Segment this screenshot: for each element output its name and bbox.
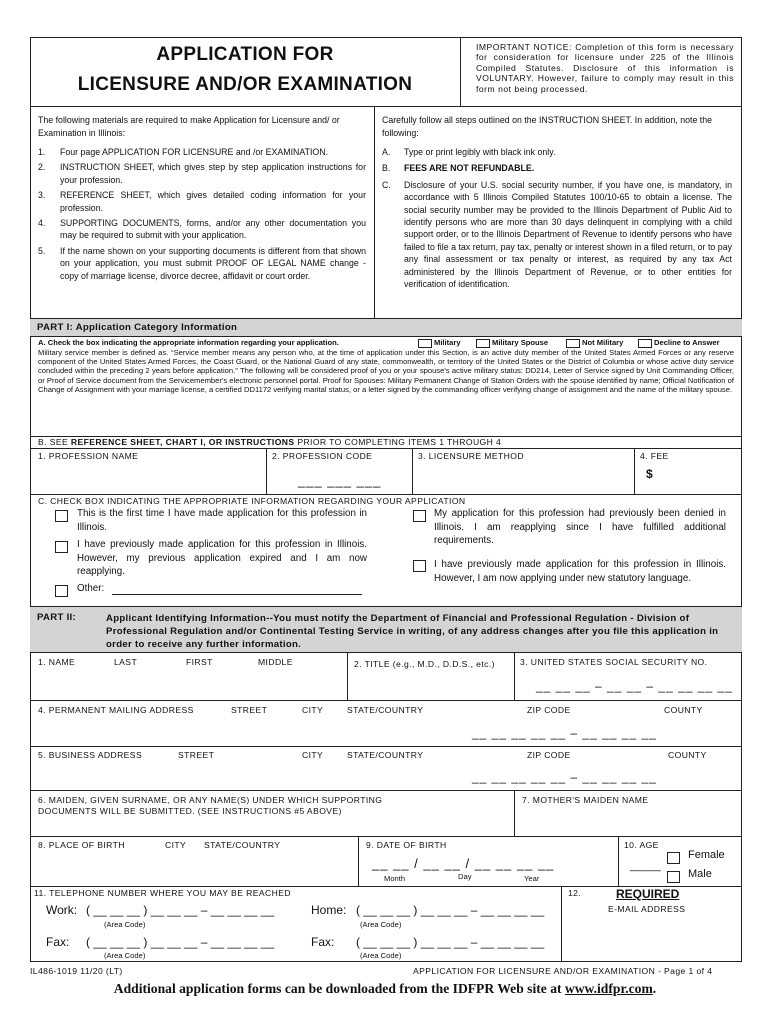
first-time-checkbox[interactable] xyxy=(55,510,68,522)
profession-code-label: 2. PROFESSION CODE xyxy=(272,451,373,461)
dob-blanks[interactable]: __ __ / __ __ / __ __ __ __ xyxy=(372,856,555,871)
year-label: Year xyxy=(524,874,540,883)
email-number: 12. xyxy=(568,888,582,898)
denied-option: My application for this profession had previously been denied in Illinois. I am reapplying since I have fulfilled additional requirements. xyxy=(434,508,726,547)
part2-label: PART II: xyxy=(37,612,76,623)
not-military-label: Not Military xyxy=(582,338,624,347)
state-label: STATE/COUNTRY xyxy=(347,705,424,715)
website-link[interactable]: www.idfpr.com xyxy=(564,981,653,996)
required-label: REQUIRED xyxy=(616,887,680,901)
email-label: E-MAIL ADDRESS xyxy=(608,904,686,914)
business-address-label: 5. BUSINESS ADDRESS xyxy=(38,750,143,760)
download-notice: Additional application forms can be downloaded from the IDFPR Web site at www.idfpr.com. xyxy=(113,981,657,996)
not-military-checkbox[interactable] xyxy=(566,339,580,348)
fax2-phone-blanks[interactable]: ( __ __ __ ) __ __ __ – __ __ __ __ xyxy=(356,935,545,949)
military-label: Military xyxy=(434,338,461,347)
mothers-maiden-label: 7. MOTHER'S MAIDEN NAME xyxy=(522,795,649,805)
fax-phone-blanks[interactable]: ( __ __ __ ) __ __ __ – __ __ __ __ xyxy=(86,935,275,949)
home-phone-blanks[interactable]: ( __ __ __ ) __ __ __ – __ __ __ __ xyxy=(356,903,545,917)
fee-symbol: $ xyxy=(646,467,653,481)
decline-checkbox[interactable] xyxy=(638,339,652,348)
decline-label: Decline to Answer xyxy=(654,338,720,347)
street-label: STREET xyxy=(231,705,268,715)
form-id: IL486-1019 11/20 (LT) xyxy=(30,966,123,976)
first-time-option: This is the first time I have made application for this profession in Illinois. xyxy=(77,508,367,533)
work-label: Work: xyxy=(46,903,78,917)
home-label: Home: xyxy=(311,903,347,917)
form-title-line1: APPLICATION FOR xyxy=(156,44,334,65)
street-label: STREET xyxy=(178,750,215,760)
place-of-birth-label: 8. PLACE OF BIRTH xyxy=(38,840,125,850)
county-label: COUNTY xyxy=(664,705,703,715)
first-label: FIRST xyxy=(186,657,213,667)
month-label: Month xyxy=(384,874,406,883)
fee-label: 4. FEE xyxy=(640,451,669,461)
section-b-label: B. SEE REFERENCE SHEET, CHART I, OR INSTRUCTIONS PRIOR TO COMPLETING ITEMS 1 THROUGH 4 xyxy=(38,437,502,447)
list-item: 4. SUPPORTING DOCUMENTS, forms, and/or any other documentation you may be required to submit with your application. xyxy=(38,218,366,241)
list-item: 1. Four page APPLICATION FOR LICENSURE and /or EXAMINATION. xyxy=(38,147,329,157)
female-checkbox[interactable] xyxy=(667,852,680,864)
materials-intro: The following materials are required to make Application for Licensure and/ or Examination in Illinois: xyxy=(38,115,340,138)
mailing-address-label: 4. PERMANENT MAILING ADDRESS xyxy=(38,705,194,715)
list-item: 2. INSTRUCTION SHEET, which gives step by step application instructions for your profession. xyxy=(38,162,366,185)
last-label: LAST xyxy=(114,657,138,667)
home-area-code-label: (Area Code) xyxy=(360,920,402,929)
military-question: A. Check the box indicating the appropriate information regarding your application. xyxy=(38,338,339,347)
county-label: COUNTY xyxy=(668,750,707,760)
profession-name-label: 1. PROFESSION NAME xyxy=(38,451,139,461)
profession-code-blanks[interactable]: ___ ___ ___ xyxy=(298,473,382,488)
licensure-method-label: 3. LICENSURE METHOD xyxy=(418,451,524,461)
age-label: 10. AGE xyxy=(624,840,659,850)
part2-header xyxy=(30,606,742,653)
maiden-name-label: 6. MAIDEN, GIVEN SURNAME, OR ANY NAME(S) UNDER WHICH SUPPORTING DOCUMENTS WILL BE SUBMITTED. (SEE INSTRUCTIONS #5 ABOVE) xyxy=(38,795,383,817)
military-definition: Military service member is defined as. “Service member means any person who, at the time of application under this Section, is an active duty member of the United States Armed Forces or any reserve component of the United States Armed Forces, the Coast Guard, or the National Guard of any state, commonwealth, or territory of the United States or the District of Columbia or whose active duty service concluded within the preceding 2 years before application.” The following will be considered proof of you or your spouse's active military status: DD214, Letter of Service signed by Unit Commanding Officer, or Proof of Service document from the Servicemember's electronic personnel portal. Proof for Spouses: Military Permanent Change of Station Orders with the spouse identified by name; Official Notification of Change of Assignment with your marriage license, a certified DD1172 verifying marital status, or a letter signed by the commanding officer verifying change of assignment and the name of the military spouse. xyxy=(38,348,734,394)
list-item: A. Type or print legibly with black ink only. xyxy=(382,147,556,157)
new-statute-option: I have previously made application for this profession in Illinois. However, I am now applying under new statutory language. xyxy=(434,559,726,584)
expired-option: I have previously made application for this profession in Illinois. However, my previous application expired and I am now reapplying. xyxy=(77,539,367,578)
middle-label: MIDDLE xyxy=(258,657,293,667)
new-statute-checkbox[interactable] xyxy=(413,560,426,572)
page-indicator: APPLICATION FOR LICENSURE AND/OR EXAMINATION - Page 1 of 4 xyxy=(413,966,713,976)
female-label: Female xyxy=(688,849,725,861)
list-item: B. FEES ARE NOT REFUNDABLE. xyxy=(382,163,535,174)
age-blank[interactable]: _____ xyxy=(630,860,661,872)
fax2-label: Fax: xyxy=(311,935,335,949)
expired-checkbox[interactable] xyxy=(55,541,68,553)
fax-label: Fax: xyxy=(46,935,70,949)
business-zip-blanks[interactable]: __ __ __ __ __ – __ __ __ __ xyxy=(472,770,657,784)
dob-label: 9. DATE OF BIRTH xyxy=(366,840,447,850)
list-item: 5. If the name shown on your supporting documents is different from that shown on your application, you must submit PROOF OF LEGAL NAME change - copy of marriage license, divorce decree, affidavit or court order. xyxy=(38,245,366,281)
part2-title: Applicant Identifying Information--You must notify the Department of Financial and Professional Regulation - Division of Professional Regulation and/or Continental Testing Service in writing, of any address changes after you file this application in order to receive any further information. xyxy=(106,613,719,650)
section-c-label: C. CHECK BOX INDICATING THE APPROPRIATE INFORMATION REGARDING YOUR APPLICATION xyxy=(38,496,466,506)
name-label: 1. NAME xyxy=(38,657,76,667)
fax-area-code-label: (Area Code) xyxy=(104,951,146,960)
fax2-area-code-label: (Area Code) xyxy=(360,951,402,960)
other-checkbox[interactable] xyxy=(55,585,68,597)
denied-checkbox[interactable] xyxy=(413,510,426,522)
state-label: STATE/COUNTRY xyxy=(347,750,424,760)
zip-label: ZIP CODE xyxy=(527,705,571,715)
city-label: CITY xyxy=(165,840,187,850)
list-item: 3. REFERENCE SHEET, which gives detailed coding information for your profession. xyxy=(38,190,366,213)
important-notice: IMPORTANT NOTICE: Completion of this form is necessary for consideration for licensure under 225 of the Illinois Compiled Statutes. Disclosure of this information is VOLUNTARY. However, failure to comply may result in this form not being processed. xyxy=(476,42,734,94)
other-input-line[interactable] xyxy=(112,594,362,595)
male-checkbox[interactable] xyxy=(667,871,680,883)
day-label: Day xyxy=(458,872,472,881)
military-spouse-label: Military Spouse xyxy=(492,338,549,347)
list-item: C. Disclosure of your U.S. social security number, if you have one, is mandatory, in accordance with 5 Illinois Compiled Statutes 100/10-65 to obtain a license. The social security number may be provided to the Illinois Department of Public Aid to identify persons who are more than 30 days delinquent in complying with a child support order, or to the Illinois Department of Revenue to identify persons who have failed to file a tax return, pay tax, penalty or interest shown in a filed return, or to pay any final assessment or tax penalty or interest, as required by any tax Act administered by the Illinois Department of Revenue, or to other entities for verification of identification. xyxy=(382,179,732,290)
other-option: Other: xyxy=(77,583,105,594)
form-title-line2: LICENSURE AND/OR EXAMINATION xyxy=(77,74,413,95)
telephone-label: 11. TELEPHONE NUMBER WHERE YOU MAY BE REACHED xyxy=(34,888,291,898)
military-checkbox[interactable] xyxy=(418,339,432,348)
steps-list xyxy=(382,146,732,294)
work-phone-blanks[interactable]: ( __ __ __ ) __ __ __ – __ __ __ __ xyxy=(86,903,275,917)
city-label: CITY xyxy=(302,750,324,760)
steps-intro: Carefully follow all steps outlined on the INSTRUCTION SHEET. In addition, note the following: xyxy=(382,115,713,138)
materials-list xyxy=(38,146,366,285)
mailing-zip-blanks[interactable]: __ __ __ __ __ – __ __ __ __ xyxy=(472,726,657,740)
city-label: CITY xyxy=(302,705,324,715)
ssn-blanks[interactable]: __ __ __ – __ __ – __ __ __ __ xyxy=(536,679,733,693)
ssn-label: 3. UNITED STATES SOCIAL SECURITY NO. xyxy=(520,657,708,667)
work-area-code-label: (Area Code) xyxy=(104,920,146,929)
part1-header xyxy=(30,318,742,337)
zip-label: ZIP CODE xyxy=(527,750,571,760)
military-spouse-checkbox[interactable] xyxy=(476,339,490,348)
male-label: Male xyxy=(688,868,712,880)
part1-title: PART I: Application Category Information xyxy=(37,322,238,333)
state-label: STATE/COUNTRY xyxy=(204,840,281,850)
title-label: 2. TITLE (e.g., M.D., D.D.S., etc.) xyxy=(354,659,495,669)
